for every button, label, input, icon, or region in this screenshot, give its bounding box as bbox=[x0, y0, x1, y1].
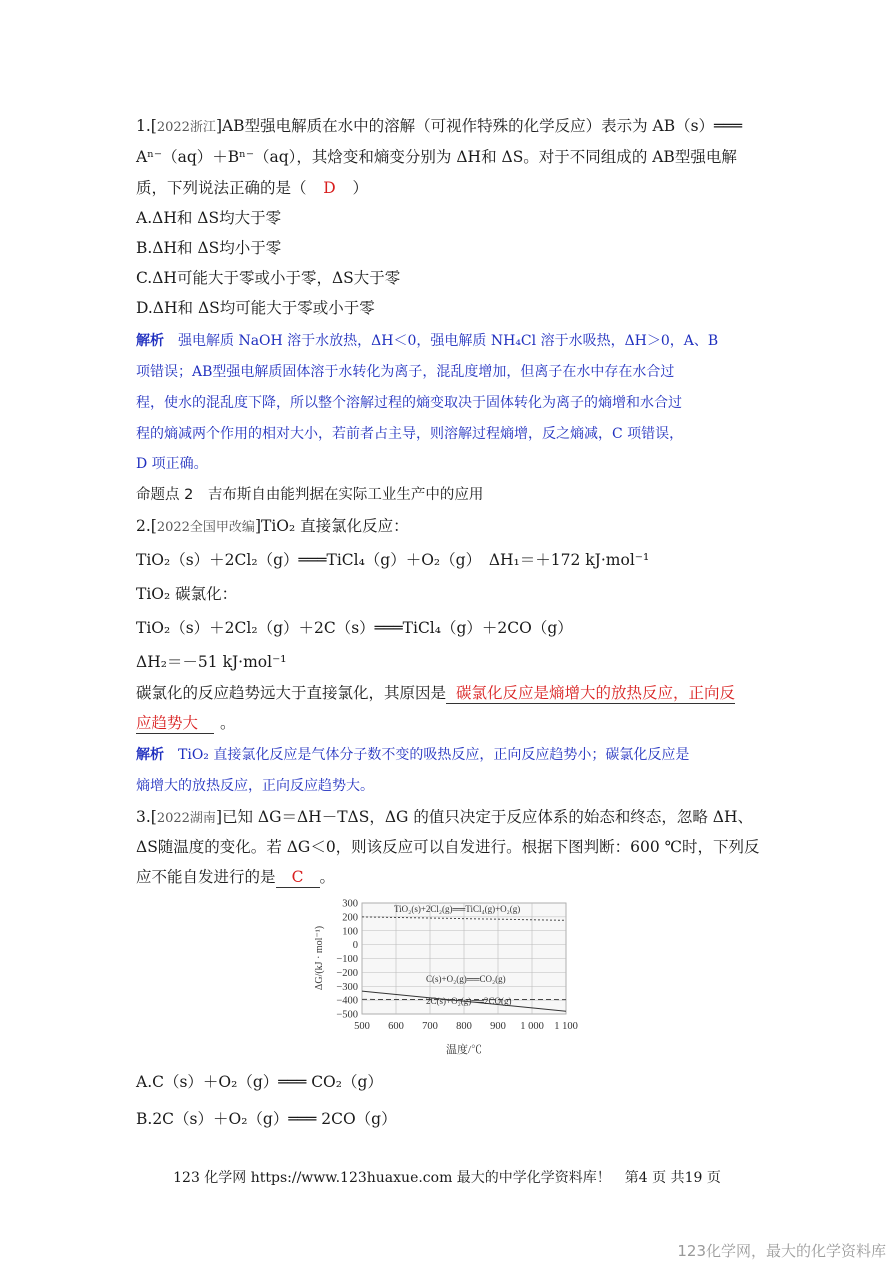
q3-line2: ΔS随温度的变化。若 ΔG＜0，则该反应可以自发进行。根据下图判断：600 ℃时，下列反 bbox=[136, 838, 760, 856]
series-label-co: 2C(s)+O₂(g)══2CO(g) bbox=[426, 996, 512, 1006]
q1-line2: Aⁿ⁻（aq）＋Bⁿ⁻（aq），其焓变和熵变分别为 ΔH和 ΔS。对于不同组成的 AB型强电解 bbox=[136, 148, 737, 166]
y-tick-label: −100 bbox=[336, 954, 358, 965]
x-tick-labels bbox=[354, 1021, 578, 1032]
y-tick-label: 100 bbox=[342, 926, 358, 938]
q3-option-a: A.C（s）＋O₂（g）═══ CO₂（g） bbox=[136, 1073, 383, 1091]
q2-answer-line2: 应趋势大 。 bbox=[136, 714, 236, 732]
y-tick-label: 200 bbox=[342, 912, 358, 924]
q2-explanation-line1: 解析 TiO₂ 直接氯化反应是气体分子数不变的吸热反应，正向反应趋势小；碳氯化反应是 bbox=[136, 747, 690, 763]
x-axis-label: 温度/℃ bbox=[445, 1044, 483, 1056]
x-tick-label: 600 bbox=[388, 1021, 404, 1032]
q1-explanation-line1: 解析 强电解质 NaOH 溶于水放热，ΔH＜0，强电解质 NH₄Cl 溶于水吸热，ΔH＞0，A、B bbox=[136, 333, 719, 349]
q3-option-b: B.2C（s）＋O₂（g）═══ 2CO（g） bbox=[136, 1110, 397, 1128]
y-tick-label: −400 bbox=[336, 995, 358, 1007]
q2-explanation-line2: 熵增大的放热反应，正向反应趋势大。 bbox=[136, 778, 374, 794]
q1-answer: D bbox=[323, 179, 336, 197]
q1-explanation-tag: 解析 bbox=[136, 333, 164, 349]
q2-equation2: TiO₂（s）＋2Cl₂（g）＋2C（s）═══TiCl₄（g）＋2CO（g） bbox=[136, 619, 573, 637]
q2-source: 2022全国甲改编 bbox=[156, 520, 255, 535]
q1-explanation-line3: 程，使水的混乱度下降，所以整个溶解过程的熵变取决于固体转化为离子的熵增和水合过 bbox=[136, 395, 682, 411]
series-label-co2: C(s)+O₂(g)══CO₂(g) bbox=[426, 974, 506, 984]
q2-answer-part1: 碳氯化反应是熵增大的放热反应，正向反 bbox=[446, 683, 735, 704]
q2-delta-h2: ΔH₂＝－51 kJ·mol⁻¹ bbox=[136, 653, 287, 671]
y-tick-labels bbox=[336, 899, 358, 1021]
q1-line1: 1.[2022浙江]AB型强电解质在水中的溶解（可视作特殊的化学反应）表示为 AB（s）═══ bbox=[136, 117, 743, 135]
q2-answer-part2: 应趋势大 bbox=[136, 713, 214, 734]
q3-line1: 3.[2022湖南]已知 ΔG＝ΔH－TΔS，ΔG 的值只决定于反应体系的始态和终态，忽略 ΔH、 bbox=[136, 808, 753, 826]
q2-equation1: TiO₂（s）＋2Cl₂（g）═══TiCl₄（g）＋O₂（g） ΔH₁＝＋172 kJ·mol⁻¹ bbox=[136, 551, 650, 569]
page-footer: 123 化学网 https://www.123huaxue.com 最大的中学化学资料库！ 第4 页 共19 页 bbox=[173, 1170, 721, 1186]
x-tick-label: 1 100 bbox=[554, 1021, 578, 1032]
q2-explanation-tag: 解析 bbox=[136, 747, 164, 763]
q1-option-c: C.ΔH可能大于零或小于零，ΔS大于零 bbox=[136, 269, 401, 287]
x-tick-label: 700 bbox=[422, 1021, 438, 1032]
q1-explanation-line2: 项错误；AB型强电解质固体溶于水转化为离子，混乱度增加，但离子在水中存在水合过 bbox=[136, 364, 675, 380]
q3-answer: C bbox=[276, 867, 320, 888]
q2-line3: TiO₂ 碳氯化： bbox=[136, 585, 238, 603]
series-label-tio2: TiO₂(s)+2Cl₂(g)══TiCl₄(g)+O₂(g) bbox=[394, 904, 521, 914]
q2-question-line: 碳氯化的反应趋势远大于直接氯化，其原因是 碳氯化反应是熵增大的放热反应，正向反 bbox=[136, 684, 736, 702]
q3-line3: 应不能自发进行的是 C 。 bbox=[136, 868, 336, 886]
q1-option-d: D.ΔH和 ΔS均可能大于零或小于零 bbox=[136, 299, 375, 317]
watermark: 123化学网，最大的化学资料库 bbox=[677, 1242, 886, 1260]
y-tick-label: −200 bbox=[336, 967, 358, 979]
q1-option-a: A.ΔH和 ΔS均大于零 bbox=[136, 209, 282, 227]
y-tick-label: −500 bbox=[336, 1009, 358, 1021]
x-tick-label: 800 bbox=[456, 1021, 472, 1032]
q1-explanation-line5: D 项正确。 bbox=[136, 456, 208, 472]
section-heading: 命题点 2 吉布斯自由能判据在实际工业生产中的应用 bbox=[136, 487, 484, 503]
q1-line3: 质，下列说法正确的是（ D ） bbox=[136, 179, 369, 197]
x-tick-label: 500 bbox=[354, 1021, 370, 1032]
q1-source: 2022浙江 bbox=[156, 120, 216, 135]
x-tick-label: 1 000 bbox=[520, 1021, 544, 1032]
q2-line1: 2.[2022全国甲改编]TiO₂ 直接氯化反应： bbox=[136, 517, 409, 535]
q1-explanation-line4: 程的熵减两个作用的相对大小，若前者占主导，则溶解过程熵增，反之熵减，C 项错误， bbox=[136, 426, 684, 442]
y-tick-label: 0 bbox=[352, 940, 358, 952]
y-tick-label: −300 bbox=[336, 981, 358, 993]
y-tick-label: 300 bbox=[342, 898, 358, 910]
x-tick-label: 900 bbox=[490, 1021, 506, 1032]
q3-source: 2022湖南 bbox=[156, 811, 216, 826]
delta-g-chart bbox=[308, 890, 608, 1062]
q1-option-b: B.ΔH和 ΔS均小于零 bbox=[136, 239, 282, 257]
y-axis-label: ΔG/(kJ · mol⁻¹) bbox=[314, 925, 325, 991]
